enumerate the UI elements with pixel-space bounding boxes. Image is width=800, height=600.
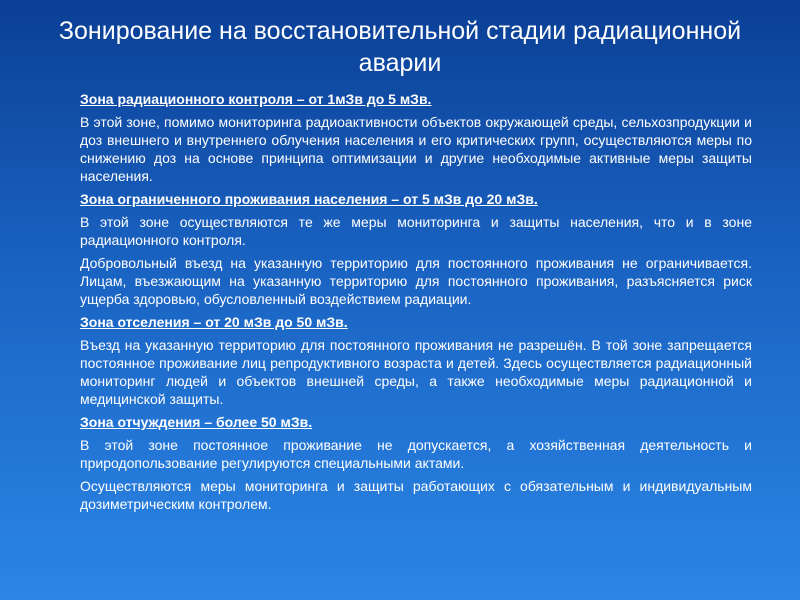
zone-description-paragraph: Осуществляются меры мониторинга и защиты работающих с обязательным и индивидуальным дозиметрическим контролем.	[80, 478, 752, 512]
zone-heading-radiation-control: Зона радиационного контроля – от 1мЗв до 5 мЗв.	[80, 91, 432, 107]
zone-heading-restricted-residence: Зона ограниченного проживания населения – от 5 мЗв до 20 мЗв.	[80, 191, 538, 207]
zone-heading-exclusion: Зона отчуждения – более 50 мЗв.	[80, 414, 313, 430]
zone-description-paragraph: В этой зоне осуществляются те же меры мониторинга и защиты населения, что и в зоне радиационного контроля.	[80, 214, 752, 248]
slide-content	[80, 90, 752, 518]
zone-description-paragraph: Добровольный въезд на указанную территорию для постоянного проживания не ограничивается. Лицам, въезжающим на указанную территорию для постоянного проживания, разъясняется риск ущерба здоровью, обусловленный воздействием радиации.	[80, 255, 752, 307]
zone-description-paragraph: Въезд на указанную территорию для постоянного проживания не разрешён. В той зоне запрещается постоянное проживание лиц репродуктивного возраста и детей. Здесь осуществляется радиационный мониторинг людей и объектов внешней среды, а также необходимые меры радиационной и медицинской защиты.	[80, 337, 752, 407]
slide-title: Зонирование на восстановительной стадии радиационной аварии	[58, 17, 742, 77]
zone-heading-resettlement: Зона отселения – от 20 мЗв до 50 мЗв.	[80, 314, 348, 330]
zone-description-paragraph: В этой зоне, помимо мониторинга радиоактивности объектов окружающей среды, сельхозпродукции и доз внешнего и внутреннего облучения населения и его критических групп, осуществляются меры по снижению доз на основе принципа оптимизации и другие необходимые активные меры защиты населения.	[80, 114, 752, 184]
zone-description-paragraph: В этой зоне постоянное проживание не допускается, а хозяйственная деятельность и природопользование регулируются специальными актами.	[80, 437, 752, 471]
